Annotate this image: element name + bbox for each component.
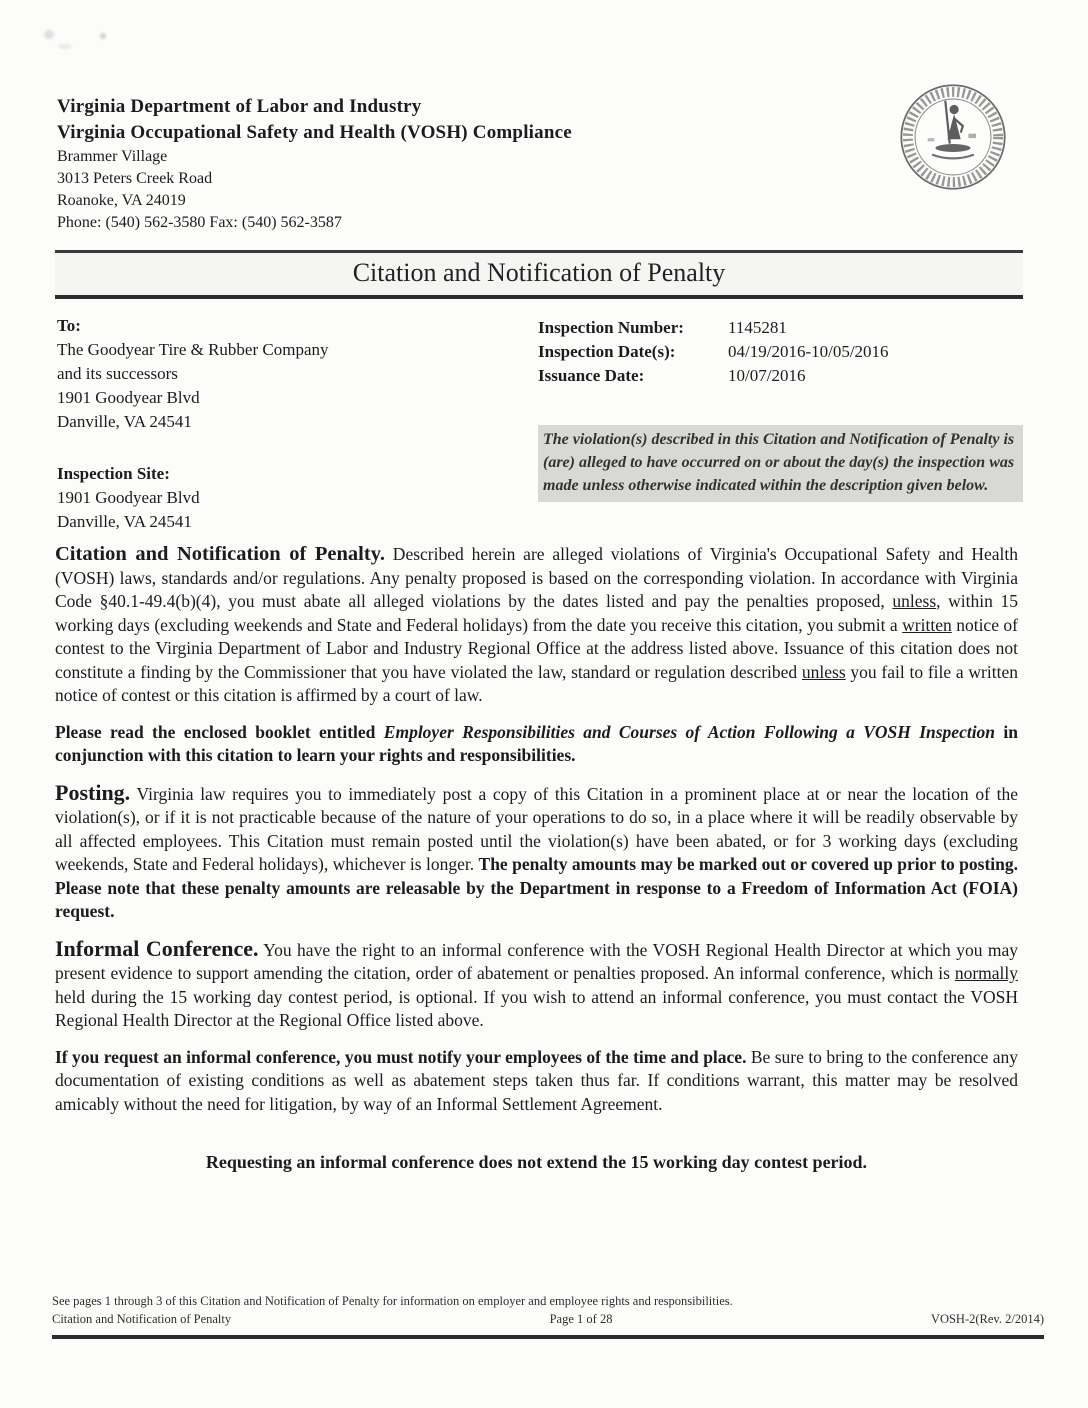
posting-paragraph-lead: Posting. — [55, 779, 131, 805]
conference-notify-bold-text: If you request an informal conference, you must notify your employees of the time and place. — [55, 1046, 747, 1067]
informal-conference-text: You have the right to an informal conference with the VOSH Regional Health Director at which you may present evidence to support amending the citation, order of abatement or penalties proposed. An informal conference, which is — [55, 939, 1019, 983]
inspection-site-line: Danville, VA 24541 — [57, 512, 192, 531]
citation-paragraph — [55, 543, 1018, 708]
address-line: Brammer Village — [57, 148, 168, 165]
underlined-word: normally — [954, 963, 1018, 983]
agency-name: Virginia Department of Labor and Industry — [57, 96, 422, 117]
letterhead — [57, 94, 572, 234]
document-title-banner — [55, 250, 1023, 299]
footer-document-title: Citation and Notification of Penalty — [52, 1312, 232, 1326]
citation-paragraph-text: Described herein are alleged violations of Virginia's Occupational Safety and Health (VOSH) laws, standards and/or regulations. Any penalty proposed is based on the corresponding violation. In accordance with Virginia Code §40.1-49.4(b)(4), you must abate all alleged violations by the dates listed and pay the penalties proposed, — [55, 544, 1018, 611]
informal-conference-text: held during the 15 working day contest period, is optional. If you wish to attend an informal conference, you must contact the VOSH Regional Health Director at the Regional Office listed above. — [55, 986, 1018, 1030]
agency-division: Virginia Occupational Safety and Health (VOSH) Compliance — [57, 122, 572, 143]
to-label: To: — [57, 316, 81, 335]
detail-row — [538, 364, 1023, 388]
underlined-word: unless — [801, 661, 846, 682]
detail-row — [538, 340, 1023, 364]
recipient-line: and its successors — [57, 364, 178, 383]
citation-paragraph-lead: Citation and Notification of Penalty. — [55, 543, 385, 565]
recipient-line: 1901 Goodyear Blvd — [57, 388, 200, 407]
footer-page-number: Page 1 of 28 — [549, 1312, 613, 1326]
inspection-details-block — [538, 316, 1023, 502]
citation-paragraph-text: you fail to file a written notice of contest or this citation is affirmed by a court of law. — [55, 661, 1018, 705]
violation-notice-box: The violation(s) described in this Citation and Notification of Penalty is (are) alleged to have occurred on or about the day(s) the inspection was made unless otherwise indicated within the description given below. — [538, 425, 1023, 502]
recipient-block — [57, 314, 497, 534]
inspection-number-value: 1145281 — [728, 318, 787, 337]
footer-note: See pages 1 through 3 of this Citation and Notification of Penalty for information on employer and employee rights and responsibilities. — [52, 1294, 733, 1308]
phone-fax-line: Phone: (540) 562-3580 Fax: (540) 562-3587 — [57, 214, 342, 231]
informal-conference-lead: Informal Conference. — [55, 935, 259, 961]
posting-paragraph-text: Virginia law requires you to immediately post a copy of this Citation in a prominent place at or near the location of the violation(s), or if it is not practicable because of the nature of your operations to do so, in a place where it will be readily observable by all affected employees. This Citation must remain posted until the violation(s) have been abated, or for 3 working days (excluding weekends, State and Federal holidays), whichever is longer. — [55, 783, 1018, 874]
posting-paragraph-bold-text: The penalty amounts may be marked out or covered up prior to posting. Please note that these penalty amounts are releasable by the Department in response to a Freedom of Information Act (FOIA) request. — [55, 854, 1019, 921]
underlined-word: written — [902, 614, 952, 635]
inspection-number-label: Inspection Number: — [538, 318, 684, 337]
conference-notify-text: Be sure to bring to the conference any documentation of existing conditions as well as abatement steps taken thus far. If conditions warrant, this matter may be resolved amicably without the need for litigation, by way of an Informal Settlement Agreement. — [55, 1046, 1018, 1114]
conference-notify-paragraph — [55, 1046, 1018, 1117]
address-line: Roanoke, VA 24019 — [57, 192, 186, 209]
scan-artifact — [58, 44, 72, 49]
scan-artifact — [44, 30, 54, 39]
scan-artifact — [100, 33, 106, 39]
document-title: Citation and Notification of Penalty — [352, 258, 726, 287]
body-text — [55, 543, 1018, 1191]
inspection-site-line: 1901 Goodyear Blvd — [57, 488, 200, 507]
issuance-date-label: Issuance Date: — [538, 366, 645, 385]
recipient-line: Danville, VA 24541 — [57, 412, 192, 431]
issuance-date-value: 10/07/2016 — [728, 366, 806, 385]
inspection-site-label: Inspection Site: — [57, 464, 170, 483]
booklet-title: Employer Responsibilities and Courses of Action Following a VOSH Inspection — [383, 721, 996, 742]
underlined-word: unless — [892, 591, 937, 611]
footer-row — [52, 1310, 1044, 1328]
informal-conference-paragraph — [55, 937, 1018, 1033]
detail-row — [538, 316, 1023, 340]
page-footer — [52, 1292, 1044, 1339]
footer-form-number: VOSH-2(Rev. 2/2014) — [930, 1312, 1044, 1326]
contest-period-note: Requesting an informal conference does not extend the 15 working day contest period. — [205, 1152, 868, 1172]
inspection-dates-label: Inspection Date(s): — [538, 342, 676, 361]
recipient-line: The Goodyear Tire & Rubber Company — [57, 340, 329, 359]
booklet-paragraph-text: Please read the enclosed booklet entitled — [55, 721, 384, 742]
virginia-state-seal-icon — [898, 82, 1008, 192]
inspection-dates-value: 04/19/2016-10/05/2016 — [728, 342, 889, 361]
citation-paragraph-text: notice of contest to the Virginia Department of Labor and Industry Regional Office at the address listed above. Issuance of this citation does not constitute a finding by the Commissioner that you have violated the law, standard or regulation described — [55, 614, 1019, 682]
booklet-paragraph-text: in conjunction with this citation to learn your rights and responsibilities. — [55, 721, 1018, 765]
citation-paragraph-text: , within 15 working days (excluding weekends and State and Federal holidays) from the date you receive this citation, you submit a — [55, 591, 1018, 635]
posting-paragraph — [55, 781, 1018, 924]
address-line: 3013 Peters Creek Road — [57, 170, 213, 187]
booklet-paragraph — [55, 721, 1018, 768]
